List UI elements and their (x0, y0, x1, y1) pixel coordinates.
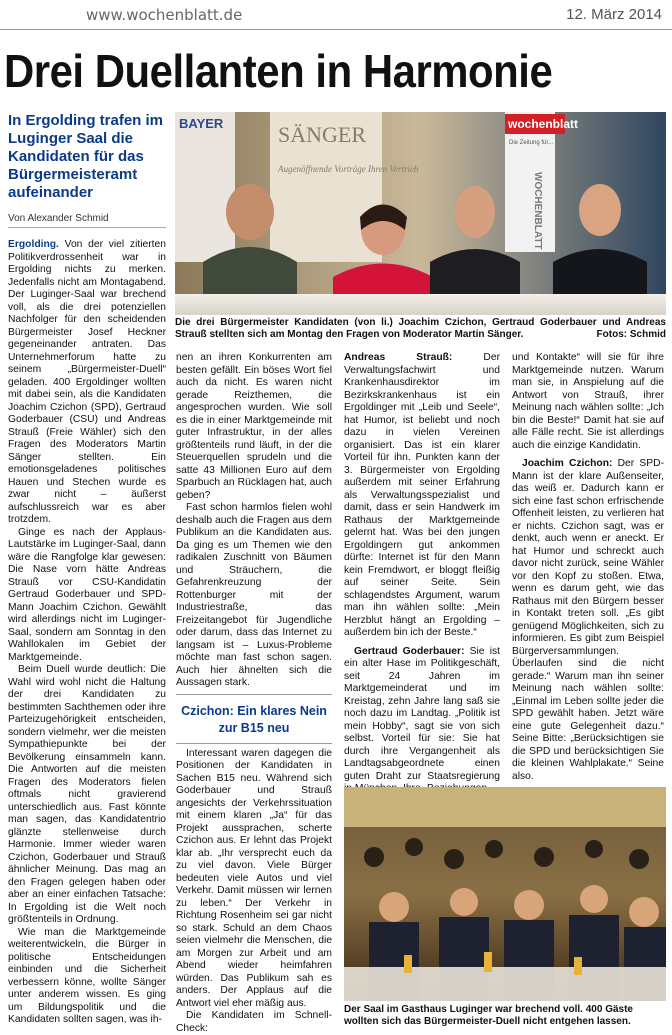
banner-mid-text: SÄNGER (278, 122, 367, 147)
column-3 (344, 352, 500, 796)
issue-date: 12. März 2014 (566, 6, 662, 23)
col2-paragraph-2: Fast schon harmlos fielen wohl deshalb auch die Fragen aus dem Publikum an die Kandidaten aus. Da ging es um Themen wie den radikalen Zuschnitt von Bäumen und Sträuchern, die Gefahrenkreuzung der Rottenburger mit der Industriestraße, das Freizeitangebot für Jugendliche oder darum, dass das Internet zu langsam ist – Luxus-Probleme möchte man fast schon sagen. Auch hier ähnelten sich die Aussagen stark. (176, 502, 332, 688)
col3-lead-1: Andreas Strauß: (344, 352, 453, 363)
subhead-rule-bottom (176, 743, 332, 744)
banner-vertical-text: WOCHENBLATT (532, 172, 543, 250)
col1-lead: Ergolding. (8, 239, 59, 250)
banner-brand-text: wochenblatt (508, 117, 579, 131)
column-1 (8, 239, 166, 1027)
banner-mid-sub: Augenöffnende Vorträge Ihren Vertrieb (278, 164, 419, 174)
photo-credit: Fotos: Schmid (596, 329, 666, 340)
col2-paragraph-3: Interessant waren dagegen die Positionen der Kandidaten in Sachen B15 neu. Während sich Goderbauer und Strauß angesichts der Verkehrssituation mit einem klaren „Ja“ für das Projekt aussprachen, scherte Czichon aus. Er lehnt das Projekt klar ab. „Ihr versprecht euch da zu viel davon. Viele Bürger bedeuten viele Autos und viel Verkehr. Damit müssen wir lernen zu leben.“ Der Verkehr in Richtung Rosenheim sei gar nicht so stark. Schuld an dem Chaos seien vielmehr die Menschen, die am Morgen zur Arbeit und am Abend wieder heimfahren würden. Das Publikum sah es anders. Der Applaus auf die Antwort viel eher mäßig aus. (176, 747, 332, 1009)
site-url[interactable]: www.wochenblatt.de (86, 6, 243, 24)
column-2 (176, 352, 332, 1035)
banner-brand-sub: Die Zeitung für... (509, 140, 554, 146)
deck: In Ergolding trafen im Luginger Saal die Kandidaten für das Bürgermeisteramt aufeinander (8, 112, 164, 201)
col1-paragraph-1 (8, 239, 166, 527)
caption-text-1: Die drei Bürgermeister Kandidaten (von li.) Joachim Czichon, Gertraud Goderbauer und Andreas Strauß stellten sich am Montag den Fragen von Moderator Martin Sänger. (175, 317, 666, 340)
banner-left-text: BAYER (179, 116, 224, 131)
col3-lead-2: Gertraud Goderbauer: (354, 645, 465, 657)
byline: Von Alexander Schmid (8, 213, 109, 224)
col4-paragraph-2 (512, 458, 664, 783)
col1-paragraph-3: Beim Duell wurde deutlich: Die Wahl wird wohl nicht die Haltung der drei Kandidaten zu bestimmten Sachthemen oder ihre Parteizugehörigkeit entscheiden, sondern vielmehr, wer die meisten Sympathiepunkte bei der Bevölkerung einsammeln kann. Die Antworten auf die meisten Fragen des Moderators fielen oftmals nicht gravierend unterschiedlich aus. Fast könnte man sagen, das Kandidatentrio glänzte stellenweise durch Harmonie. Immer wieder waren Czichon, Goderbauer und Strauß ähnlicher Meinung. Das mag an den Fragen gelegen haben oder aber an einer einfachen Tatsache: In Ergolding ist die Welt noch größtenteils in Ordnung. (8, 664, 166, 925)
col2-paragraph-4: Die Kandidaten im Schnell-Check: (176, 1010, 332, 1034)
col3-paragraph-1 (344, 352, 500, 640)
subhead-rule-top (176, 694, 332, 695)
col3-p2-text: Sie ist ein alter Hase im Politikgeschäft, seit 24 Jahren im Marktgemeinderat und im Kreistag, zehn Jahre lang saß sie noch dazu im Landtag. „Politik ist mein Hobby“, sagt sie von sich selbst. Vorteil für sie: Sie hat durch ihre Vergangenheit als Landtagsabgeordnete einen guten Draht zur Staatsregierung (344, 645, 501, 782)
header-rule (0, 29, 672, 30)
subhead-b15: Czichon: Ein klares Nein zur B15 neu (181, 703, 327, 735)
col1-paragraph-2: Ginge es nach der Applaus-Lautstärke im Luginger-Saal, dann wäre die Rangfolge klar gewesen: Die Nase vorn hätte Andreas Strauß vor CSU-Kandidatin Gertraud Goderbauer und SPD-Mann Joachim Czichon. Gewählt wird allerdings nicht im Luginger-Saal, sondern am Sonntag in den Wahllokalen im Gebiet der Marktgemeinde. (8, 526, 166, 663)
candidates-photo-image (175, 112, 666, 315)
photo-hall (344, 787, 666, 1001)
caption-photo-candidates (175, 317, 666, 341)
col2-paragraph-1: nen an ihren Konkurrenten am besten gefällt. Ein böses Wort fiel auch da nicht. Es waren nicht gerade Reizthemen, die angesprochen wurden. Wie soll es die in einer Marktgemeinde mit guter Infrastruktur, in der alles größtenteils rund läuft, in der die Steuerquellen sprudeln und die satte 43 Millionen Euro auf dem Sparbuch an Rücklagen hat, auch geben? (176, 352, 332, 501)
photo-candidates (175, 112, 666, 315)
headline: Drei Duellanten in Harmonie (4, 45, 553, 97)
col4-paragraph-1: und Kontakte“ will sie für ihre Marktgemeinde nutzen. Warum man sie, in Anspielung auf die Antwort von Strauß, ihrer Meinung nach wählen sollte: „Ich bin die Beste!“ Damit hat sie auf alle Fälle recht. Sie ist allerdings auch die einzige Kandidatin. (512, 352, 664, 451)
col4-p2-text: Der SPD-Mann ist der klare Außenseiter, das weiß er. Dadurch kann er sich eine fast schon erfrischende Offenheit leisten, zu verlieren hat er nichts. Czichon sagt, was er denkt, auch wenn er aneckt. Er hat Humor und schreckt auch davor nicht zurück, seine Wähler vor den Kopf zu stoßen. Etwa, wenn es darum geht, wie das Rathaus mit den Bürgern besser in Kontakt treten soll. „Es gibt genügend Möglichkeiten, sich zu informieren. Es gibt zum Beispiel Bürgerversammlungen. Überlaufen sind die nicht gerade.“ Warum man ihn seiner Meinung nach wählen sollte: „Einmal im Leben sollte jeder die SPD gewählt haben. Jetzt wäre eine gute Gelegenheit dazu.“ Seine Bitte: „Berücksichtigen sie die SPD und berücksichtigen Sie die kleinen Wahlplakate.“ Seine also. (512, 458, 664, 782)
column-4 (512, 352, 664, 783)
caption-photo-hall: Der Saal im Gasthaus Luginger war brechend voll. 400 Gäste wollten sich das Bürgermeister-Duell nicht entgehen lassen. (344, 1004, 633, 1027)
byline-rule (8, 227, 166, 228)
hall-photo-image (344, 787, 666, 1001)
col1-p1-text: Von der viel zitierten Politikverdrossenheit war in Ergolding nichts zu merken. Jedenfalls nicht am Montagabend. Der Luginger-Saal war brechend voll, als die drei potenziellen Nachfolger für den scheidenden Bürgermeister Josef Heckner gegeneinander antraten. Das Unternehmerforum hatte zu seinem „Bürgermeister-Duell“ geladen. 400 Ergoldinger wollten mit dabei sein, als die Kandidaten Joachim Czichon (SPD), Gertraud Goderbauer (CSU) und Andreas Strauß (Freie Wähler) sich den Fragen des Moderators Martin Sänger stellten. Ein emotionsgeladenes politisches Hauen und Stechen wurde es zwar nicht – äußerst aufschlussreich war es aber trotzdem. (8, 239, 166, 525)
col3-p1-text: Der Verwaltungsfachwirt und Krankenhausdirektor im Bezirkskrankenhaus ist ein Ergoldinger mit „Leib und Seele“, hat Humor, ist beliebt und noch dazu in vielen Vereinen organisiert. Das ist ein klarer Vorteil für ihn. Punkten kann der 3. Bürgermeister von Ergolding außerdem mit seiner Erfahrung als Verwaltungsspezialist und damit, dass er sein Handwerk im Rathaus der Marktgemeinde gelernt hat. Was bei den jungen Ergoldingern gut ankommen dürfte: Internet ist für den Mann kein Fremdwort, er bloggt fleißig auf seiner Seite. Sein schlagendstes Argument, warum man ihn wählen sollte: „Mein Herzblut hängt an Ergolding – außerdem bin ich der Beste.“ (344, 352, 500, 638)
col4-lead: Joachim Czichon: (522, 458, 613, 469)
col3-paragraph-2 (344, 646, 500, 796)
col1-paragraph-4: Wie man die Marktgemeinde weiterentwickeln, die Bürger in politische Entscheidungen einbinden und die Sicherheit verbessern könne, wollte Sänger unter anderem wissen. Es ging um Bildungspolitik und die Kandidaten sollten sagen, was ih- (8, 926, 166, 1025)
